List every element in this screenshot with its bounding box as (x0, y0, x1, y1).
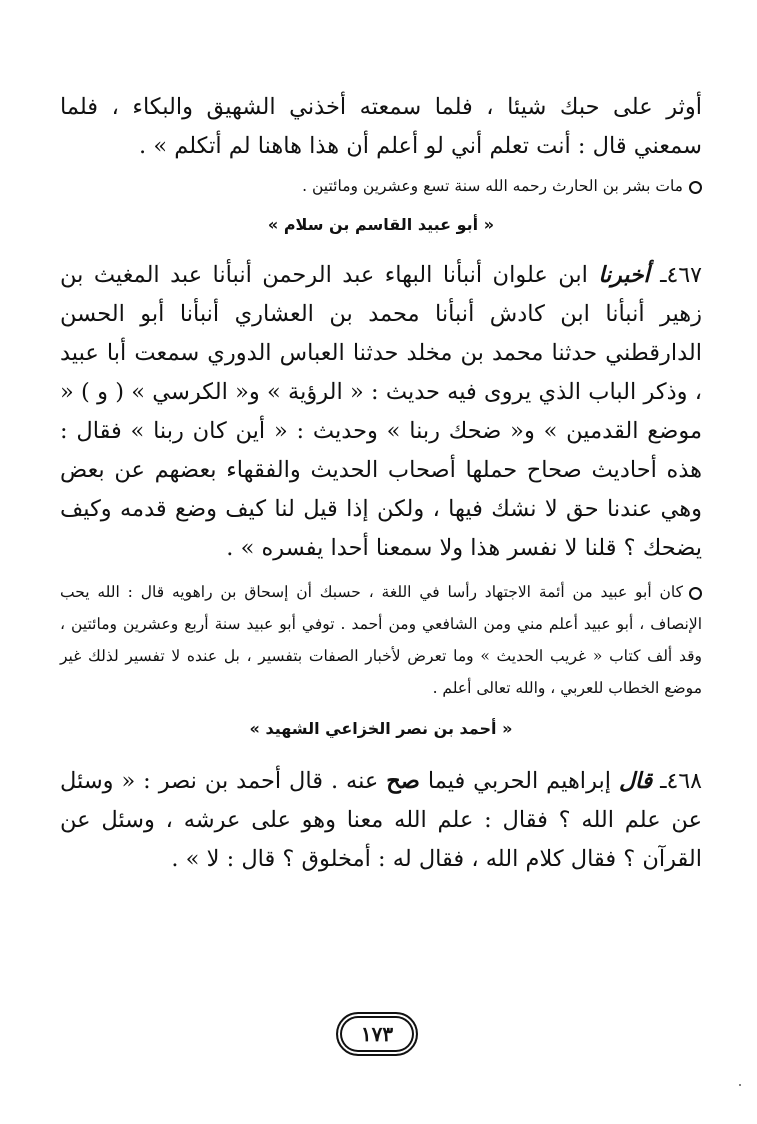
page-body (60, 88, 702, 879)
circle-bullet-icon (689, 181, 702, 194)
entry-467-text: ابن علوان أنبأنا البهاء عبد الرحمن أنبأنا عبد المغيث بن زهير أنبأنا ابن كادش أنبأنا محمد بن العشاري أنبأنا أبو الحسن الدارقطني حدثنا محمد بن مخلد حدثنا العباس الدوري سمعت أبا عبيد ، وذكر الباب الذي يروى فيه حديث : « الرؤية » و« الكرسي » ( و ) « موضع القدمين » و« ضحك ربنا » وحديث : « أين كان ربنا » فقال : هذه أحاديث صحاح حملها أصحاب الحديث والفقهاء بعضهم عن بعض وهي عندنا حق لا نشك فيها ، ولكن إذا قيل لنا كيف وضع قدمه وكيف يضحك ؟ قلنا لا نفسر هذا ولا سمعنا أحدا يفسره » . (60, 262, 702, 561)
footnote-abu-ubaid-text: كان أبو عبيد من أئمة الاجتهاد رأسا في اللغة ، حسبك أن إسحاق بن راهويه قال : الله يحب الإنصاف ، أبو عبيد أعلم مني ومن الشافعي ومن أحمد . توفي أبو عبيد سنة أربع وعشرين ومائتين ، وقد ألف كتاب « غريب الحديث » وما تعرض لأخبار الصفات بتفسير ، بل عنده لا تفسير لذلك غير موضع الخطاب للعربي ، والله تعالى أعلم . (60, 583, 702, 697)
entry-468-bold-word: صح (386, 768, 420, 794)
page-number-cartouche (336, 1012, 418, 1056)
carryover-paragraph (60, 88, 702, 166)
circle-bullet-icon (689, 587, 702, 600)
scan-speck (739, 1084, 741, 1086)
section-heading-abu-ubaid: « أبو عبيد القاسم بن سلام » (267, 215, 495, 234)
entry-468-number: ٤٦٨ـ (660, 769, 702, 794)
entry-467 (60, 256, 702, 568)
entry-467-number: ٤٦٧ـ (660, 263, 702, 288)
page-number: ١٧٣ (360, 1022, 394, 1046)
entry-468-text-a: إبراهيم الحربي فيما (427, 768, 611, 794)
section-heading-ahmad-bin-nasr: « أحمد بن نصر الخزاعي الشهيد » (249, 719, 513, 738)
entry-468-keyword: قال (618, 769, 653, 794)
entry-468-text-b: عنه . قال أحمد بن نصر : « وسئل عن علم الله ؟ فقال : علم الله معنا وهو على عرشه ، وسئل عن القرآن ؟ فقال كلام الله ، فقال له : أمخلوق ؟ قال : لا » . (60, 768, 702, 872)
footnote-bishr (60, 170, 702, 202)
entry-468 (60, 762, 702, 879)
footnote-abu-ubaid (60, 576, 702, 704)
footnote-bishr-text: مات بشر بن الحارث رحمه الله سنة تسع وعشرين ومائتين . (302, 177, 683, 195)
carryover-text: أوثر على حبك شيئا ، فلما سمعته أخذني الشهيق والبكاء ، فلما سمعني قال : أنت تعلم أني لو أعلم أن هذا هاهنا لم أتكلم » . (60, 94, 702, 159)
entry-467-keyword: أخبرنا (598, 263, 650, 288)
